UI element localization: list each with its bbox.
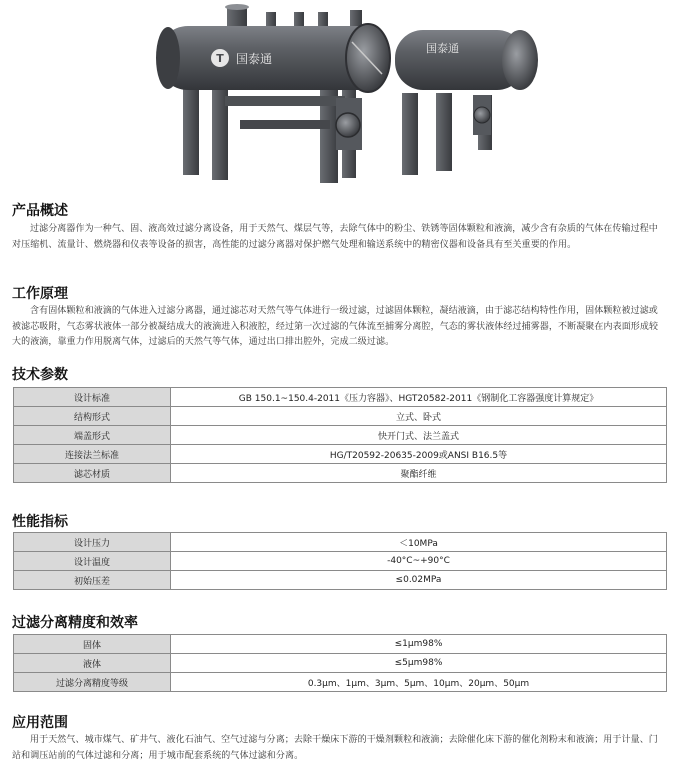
tech-value: GB 150.1~150.4-2011《压力容器》、HGT20582-2011《钢制化工容器强度计算规定》 bbox=[171, 388, 667, 407]
table-row bbox=[14, 445, 667, 464]
tech-label: 连接法兰标准 bbox=[14, 445, 171, 464]
tech-value: 立式、卧式 bbox=[171, 407, 667, 426]
tech-title: 技术参数 bbox=[12, 367, 68, 383]
table-row bbox=[14, 635, 667, 654]
front-vessel bbox=[156, 4, 390, 183]
table-row bbox=[14, 388, 667, 407]
tech-label: 滤芯材质 bbox=[14, 464, 171, 483]
precision-label: 过滤分离精度等级 bbox=[14, 673, 171, 692]
application-title: 应用范围 bbox=[12, 715, 68, 731]
precision-label: 固体 bbox=[14, 635, 171, 654]
perf-value: -40°C~+90°C bbox=[171, 552, 667, 571]
tech-value: HG/T20592-20635-2009或ANSI B16.5等 bbox=[171, 445, 667, 464]
precision-label: 液体 bbox=[14, 654, 171, 673]
overview-title: 产品概述 bbox=[12, 203, 68, 219]
precision-title: 过滤分离精度和效率 bbox=[12, 615, 138, 631]
table-row bbox=[14, 571, 667, 590]
tech-label: 结构形式 bbox=[14, 407, 171, 426]
perf-value: ＜10MPa bbox=[171, 533, 667, 552]
perf-label: 初始压差 bbox=[14, 571, 171, 590]
table-row bbox=[14, 407, 667, 426]
logo-mark: T bbox=[216, 52, 224, 65]
precision-value: ≤1μm98% bbox=[171, 635, 667, 654]
product-illustration bbox=[0, 0, 674, 196]
perf-label: 设计压力 bbox=[14, 533, 171, 552]
perf-label: 设计温度 bbox=[14, 552, 171, 571]
tech-table bbox=[13, 387, 667, 483]
principle-title: 工作原理 bbox=[12, 286, 68, 302]
table-row bbox=[14, 426, 667, 445]
table-row bbox=[14, 533, 667, 552]
table-row bbox=[14, 654, 667, 673]
precision-table bbox=[13, 634, 667, 692]
tech-label: 设计标准 bbox=[14, 388, 171, 407]
application-text: 用于天然气、城市煤气、矿井气、液化石油气、空气过滤与分离；去除干燥床下游的干燥剂颗粒和液滴；去除催化床下游的催化剂粉末和液滴；用于计量、门站和调压站前的气体过滤和分离；用于城市配套系统的气体过滤和分离。 bbox=[12, 735, 658, 761]
tech-value: 聚酯纤维 bbox=[171, 464, 667, 483]
perf-value: ≤0.02MPa bbox=[171, 571, 667, 590]
rear-brand-text: 国泰通 bbox=[426, 42, 459, 55]
perf-table bbox=[13, 532, 667, 590]
front-brand-text: 国泰通 bbox=[236, 52, 273, 66]
table-row bbox=[14, 552, 667, 571]
precision-value: ≤5μm98% bbox=[171, 654, 667, 673]
tech-label: 端盖形式 bbox=[14, 426, 171, 445]
overview-text: 过滤分离器作为一种气、固、液高效过滤分离设备，用于天然气、煤层气等，去除气体中的粉尘、铁锈等固体颗粒和液滴，减少含有杂质的气体在传输过程中对压缩机、流量计、燃烧器和仪表等设备的损害，高性能的过滤分离器对保护燃气处理和输送系统中的精密仪器和设备具有至关重要的作用。 bbox=[12, 224, 658, 250]
table-row bbox=[14, 464, 667, 483]
precision-value: 0.3μm、1μm、3μm、5μm、10μm、20μm、50μm bbox=[171, 673, 667, 692]
tech-value: 快开门式、法兰盖式 bbox=[171, 426, 667, 445]
perf-title: 性能指标 bbox=[12, 514, 68, 530]
rear-vessel bbox=[395, 30, 538, 175]
principle-text: 含有固体颗粒和液滴的气体进入过滤分离器，通过滤芯对天然气等气体进行一级过滤，过滤固体颗粒，凝结液滴，由于滤芯结构特性作用，固体颗粒被过滤或被滤芯吸附，气态雾状液体一部分被凝结成大的液滴进入积液腔，经过第一次过滤的气体流至捕雾分离腔，气态的雾状液体经过捕雾器，不断凝聚在内表面形成较大的液滴，靠重力作用脱离气体，过滤后的天然气等气体，通过出口排出腔外，完成二级过滤。 bbox=[12, 306, 659, 347]
table-row bbox=[14, 673, 667, 692]
